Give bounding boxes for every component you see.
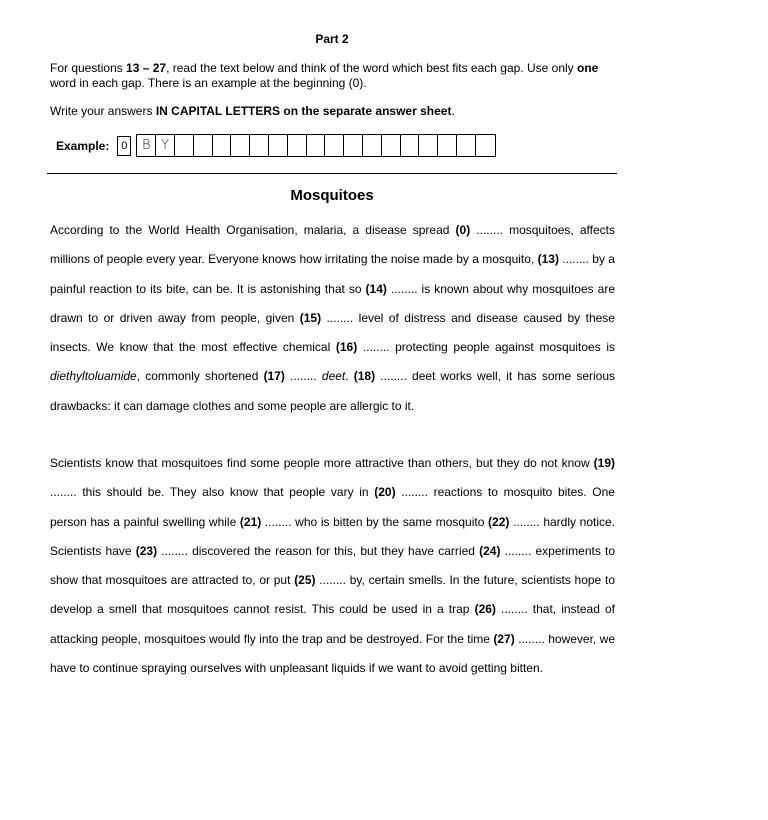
text-segment: ........ discovered the reason for this, but they have carried [157, 543, 480, 558]
instructions-gap-fill [50, 61, 616, 91]
text-segment: . [345, 369, 354, 384]
example-letter-cell [269, 135, 288, 156]
instr-text: Write your answers [50, 104, 156, 118]
text-title: Mosquitoes [290, 187, 374, 204]
text-segment: ........ mosquitoes, affects millions of people every year. Everyone knows how irritating the noise made by a mosquito, [50, 223, 615, 267]
text-segment: ........ level of distress and disease caused by these insects. We know that the most effective chemical [50, 310, 615, 355]
example-letter-cell: B [137, 135, 156, 156]
example-answer [56, 134, 496, 157]
example-letter-grid [136, 134, 495, 157]
gap-number: (18) [353, 369, 376, 384]
gap-number: (17) [263, 369, 285, 384]
example-letter-cell [250, 135, 269, 156]
section-divider [47, 173, 617, 174]
instr-text: , read the text below and think of the word which best fits each gap. Use only [166, 61, 577, 75]
example-letter-cell [438, 135, 457, 156]
paragraph-2 [50, 449, 615, 683]
gap-number: (27) [493, 631, 515, 646]
example-letter-cell [344, 135, 363, 156]
italic-term: diethyltoluamide [50, 369, 137, 384]
example-letter-cell [213, 135, 232, 156]
text-segment: According to the World Health Organisation, malaria, a disease spread [50, 223, 456, 237]
gap-number: (13) [537, 252, 559, 267]
gap-number: (26) [474, 602, 496, 617]
example-letter-cell [457, 135, 476, 156]
instructions-answer-sheet [50, 104, 616, 119]
example-letter-cell [382, 135, 401, 156]
text-segment: , commonly shortened [136, 369, 264, 384]
text-segment: ........ protecting people against mosquitoes is [357, 340, 615, 355]
italic-term: deet [321, 369, 346, 384]
question-range: 13 – 27 [126, 61, 167, 75]
text-segment: ........ by, certain smells. In the future, scientists hope to develop a smell that mosquitoes cannot resist. This could be used in a trap [50, 573, 616, 617]
example-letter-cell [476, 135, 495, 156]
gap-number: (0) [455, 223, 471, 237]
instr-text: word in each gap. There is an example at the beginning (0). [50, 76, 367, 90]
example-letter-cell [288, 135, 307, 156]
example-letter-cell [401, 135, 420, 156]
gap-number: (16) [335, 340, 358, 355]
instr-text: . [451, 104, 455, 118]
example-label: Example: [56, 138, 110, 153]
text-segment: ........ deet works well, it has some serious drawbacks: it can damage clothes and some people are allergic to it. [50, 369, 616, 413]
example-letter-cell [231, 135, 250, 156]
instr-one: one [577, 61, 599, 75]
text-segment: ........ however, we have to continue spraying ourselves with unpleasant liquids if we want to avoid getting bitten. [50, 631, 615, 676]
gap-number: (20) [374, 485, 396, 500]
example-letter-cell [194, 135, 213, 156]
example-letter-cell [363, 135, 382, 156]
example-letter-cell [175, 135, 194, 156]
example-letter-cell: Y [156, 135, 175, 156]
example-number-box: 0 [117, 136, 131, 156]
text-segment: ........ [284, 369, 322, 384]
paragraph-1 [50, 216, 615, 421]
gap-number: (24) [479, 543, 501, 558]
example-letter-cell [419, 135, 438, 156]
gap-number: (19) [593, 456, 615, 470]
text-segment: Scientists know that mosquitoes find some people more attractive than others, but they do not know [50, 456, 594, 470]
gap-number: (15) [299, 310, 322, 325]
text-segment: ........ who is bitten by the same mosquito [261, 514, 489, 529]
text-segment: ........ this should be. They also know that people vary in [50, 485, 375, 500]
text-segment: ........ that, instead of attacking people, mosquitoes would fly into the trap and be destroyed. For the time [50, 602, 615, 646]
gap-number: (25) [294, 573, 316, 588]
example-letter-cell [307, 135, 326, 156]
text-segment: ........ by a painful reaction to its bite, can be. It is astonishing that so [50, 252, 615, 296]
text-segment: ........ is known about why mosquitoes are drawn to or driven away from people, given [50, 281, 615, 325]
gap-number: (14) [365, 281, 387, 296]
text-segment: ........ reactions to mosquito bites. One person has a painful swelling while [50, 485, 615, 529]
instr-capitals: IN CAPITAL LETTERS on the separate answer sheet [155, 104, 452, 118]
instr-text: For questions [50, 61, 127, 75]
text-segment: ........ hardly notice. Scientists have [50, 514, 615, 558]
part-heading: Part 2 [315, 32, 349, 46]
gap-number: (21) [239, 514, 262, 529]
gap-number: (23) [135, 543, 158, 558]
text-segment: ........ experiments to show that mosquitoes are attracted to, or put [50, 543, 616, 588]
example-letter-cell [325, 135, 344, 156]
gap-number: (22) [488, 514, 510, 529]
